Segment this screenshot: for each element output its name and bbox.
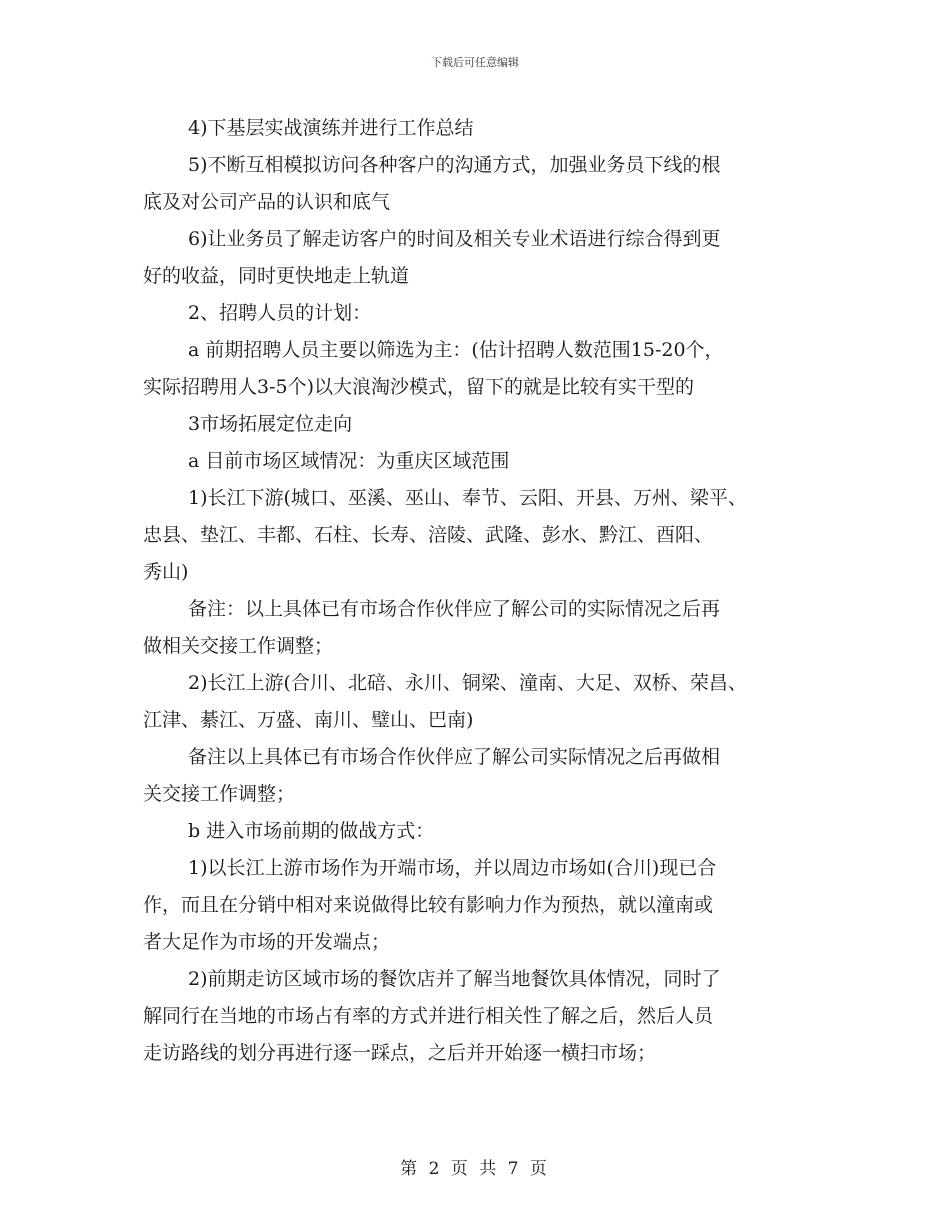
text-line: a 前期招聘人员主要以筛选为主：(估计招聘人数范围15-20个， [188, 339, 724, 361]
text-line: b 进入市场前期的做战方式： [188, 820, 435, 842]
text-line: 关交接工作调整； [143, 783, 296, 805]
text-line: 3市场拓展定位走向 [188, 413, 353, 435]
text-line: 5)不断互相模拟访问各种客户的沟通方式，加强业务员下线的根 [188, 154, 721, 176]
text-line: 作，而且在分销中相对来说做得比较有影响力作为预热，就以潼南或 [143, 894, 714, 916]
text-line: 2)前期走访区域市场的餐饮店并了解当地餐饮具体情况，同时了 [188, 968, 721, 990]
text-line: a 目前市场区域情况：为重庆区域范围 [188, 450, 510, 472]
text-line: 备注：以上具体已有市场合作伙伴应了解公司的实际情况之后再 [188, 598, 721, 620]
document-body [143, 110, 823, 1072]
text-line: 2)长江上游(合川、北碚、永川、铜梁、潼南、大足、双桥、荣昌、 [188, 672, 747, 694]
text-line: 走访路线的划分再进行逐一踩点，之后并开始逐一横扫市场； [143, 1042, 657, 1064]
page-header: 下载后可任意编辑 [431, 56, 519, 69]
page-number: 第 2 页 共 7 页 [400, 1159, 550, 1179]
text-line: 备注以上具体已有市场合作伙伴应了解公司实际情况之后再做相 [188, 746, 721, 768]
text-line: 底及对公司产品的认识和底气 [143, 191, 391, 213]
text-line: 实际招聘用人3-5个)以大浪淘沙模式，留下的就是比较有实干型的 [143, 376, 695, 398]
text-line: 1)以长江上游市场作为开端市场，并以周边市场如(合川)现已合 [188, 857, 717, 879]
text-line: 1)长江下游(城口、巫溪、巫山、奉节、云阳、开县、万州、梁平、 [188, 487, 747, 509]
text-line: 忠县、垫江、丰都、石柱、长寿、涪陵、武隆、彭水、黔江、酉阳、 [143, 524, 714, 546]
text-line: 4)下基层实战演练并进行工作总结 [188, 117, 474, 139]
text-line: 秀山) [143, 561, 189, 583]
text-line: 6)让业务员了解走访客户的时间及相关专业术语进行综合得到更 [188, 228, 721, 250]
text-line: 解同行在当地的市场占有率的方式并进行相关性了解之后，然后人员 [143, 1005, 714, 1027]
text-line: 好的收益，同时更快地走上轨道 [143, 265, 410, 287]
text-line: 做相关交接工作调整； [143, 635, 334, 657]
text-line: 者大足作为市场的开发端点； [143, 931, 391, 953]
text-line: 2、招聘人员的计划： [188, 302, 372, 324]
text-line: 江津、綦江、万盛、南川、璧山、巴南) [143, 709, 474, 731]
